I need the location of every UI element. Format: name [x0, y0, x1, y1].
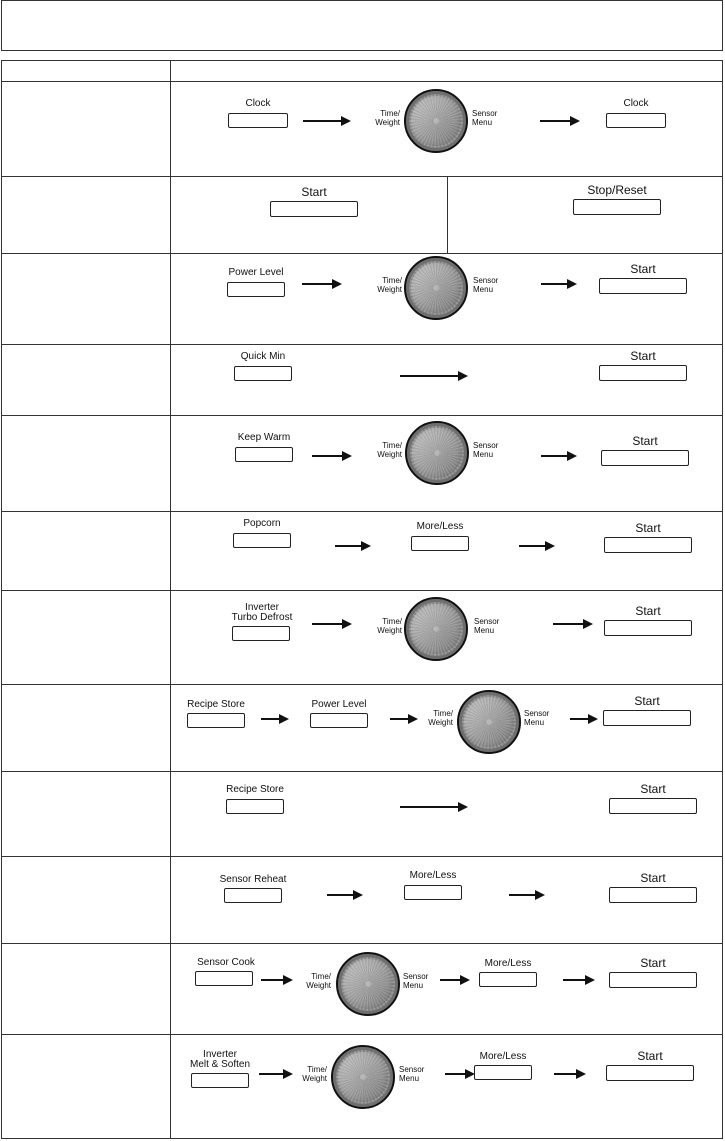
- arrow-icon: [553, 623, 585, 625]
- start-button[interactable]: [603, 710, 691, 726]
- start-button[interactable]: [609, 972, 697, 988]
- arrow-icon: [261, 979, 285, 981]
- arrow-icon: [390, 718, 410, 720]
- recipe-store-label: Recipe Store: [187, 699, 245, 710]
- arrow-icon: [303, 120, 343, 122]
- row-divider: [1, 176, 723, 177]
- time-weight-label: Time/ Weight: [375, 109, 400, 127]
- row-divider: [1, 590, 723, 591]
- clock-label: Clock: [623, 98, 649, 109]
- start-button[interactable]: [599, 365, 687, 381]
- start-button[interactable]: [606, 1065, 694, 1081]
- stop-reset-label: Stop/Reset: [587, 183, 647, 197]
- time-weight-label: Time/ Weight: [377, 617, 402, 635]
- quick-min-label: Quick Min: [240, 351, 286, 362]
- row-divider: [1, 253, 723, 254]
- sensor-menu-label: Sensor Menu: [472, 109, 498, 127]
- inverter-melt-soften-label: Inverter Melt & Soften: [189, 1049, 251, 1070]
- start-label: Start: [640, 956, 666, 970]
- row-divider: [1, 771, 723, 772]
- sensor-cook-button[interactable]: [195, 971, 253, 986]
- clock-button[interactable]: [228, 113, 288, 128]
- arrow-icon: [540, 120, 572, 122]
- recipe-store-button[interactable]: [187, 713, 245, 728]
- sensor-menu-label: Sensor Menu: [473, 441, 499, 459]
- start-label: Start: [634, 694, 660, 708]
- inverter-turbo-defrost-label: Inverter Turbo Defrost: [231, 602, 293, 623]
- arrow-icon: [554, 1073, 578, 1075]
- arrow-icon: [400, 375, 460, 377]
- sensor-menu-label: Sensor Menu: [403, 972, 429, 990]
- time-weight-dial-icon[interactable]: [404, 256, 468, 320]
- row-divider: [1, 1034, 723, 1035]
- popcorn-label: Popcorn: [243, 518, 281, 529]
- more-less-label: More/Less: [416, 521, 464, 532]
- arrow-icon: [302, 283, 334, 285]
- start-button[interactable]: [609, 887, 697, 903]
- time-weight-dial-icon[interactable]: [336, 952, 400, 1016]
- arrow-icon: [259, 1073, 285, 1075]
- keep-warm-button[interactable]: [235, 447, 293, 462]
- more-less-label: More/Less: [484, 958, 532, 969]
- start-label: Start: [640, 871, 666, 885]
- sensor-menu-label: Sensor Menu: [399, 1065, 425, 1083]
- sensor-reheat-button[interactable]: [224, 888, 282, 903]
- start-button[interactable]: [604, 620, 692, 636]
- keep-warm-label: Keep Warm: [237, 432, 291, 443]
- time-weight-dial-icon[interactable]: [331, 1045, 395, 1109]
- arrow-icon: [509, 894, 537, 896]
- start-label: Start: [635, 604, 661, 618]
- more-less-label: More/Less: [479, 1051, 527, 1062]
- more-less-button[interactable]: [474, 1065, 532, 1080]
- quick-min-button[interactable]: [234, 366, 292, 381]
- arrow-icon: [400, 806, 460, 808]
- inverter-turbo-defrost-button[interactable]: [232, 626, 290, 641]
- row-divider: [1, 511, 723, 512]
- sensor-menu-label: Sensor Menu: [524, 709, 550, 727]
- start-label: Start: [632, 434, 658, 448]
- time-weight-label: Time/ Weight: [377, 276, 402, 294]
- time-weight-label: Time/ Weight: [377, 441, 402, 459]
- row-divider: [1, 684, 723, 685]
- row-divider: [1, 856, 723, 857]
- start-label: Start: [630, 349, 656, 363]
- start-button[interactable]: [601, 450, 689, 466]
- start-button[interactable]: [270, 201, 358, 217]
- arrow-icon: [440, 979, 462, 981]
- sensor-menu-label: Sensor Menu: [474, 617, 500, 635]
- table-column-divider: [170, 60, 171, 1139]
- start-button[interactable]: [604, 537, 692, 553]
- time-weight-dial-icon[interactable]: [405, 421, 469, 485]
- time-weight-dial-icon[interactable]: [404, 597, 468, 661]
- arrow-icon: [445, 1073, 467, 1075]
- sensor-reheat-label: Sensor Reheat: [219, 874, 287, 885]
- more-less-label: More/Less: [409, 870, 457, 881]
- power-level-label: Power Level: [311, 699, 367, 710]
- arrow-icon: [541, 283, 569, 285]
- more-less-button[interactable]: [404, 885, 462, 900]
- power-level-label: Power Level: [228, 267, 284, 278]
- arrow-icon: [563, 979, 587, 981]
- stop-reset-button[interactable]: [573, 199, 661, 215]
- start-button[interactable]: [599, 278, 687, 294]
- clock-button[interactable]: [606, 113, 666, 128]
- arrow-icon: [541, 455, 569, 457]
- time-weight-label: Time/ Weight: [428, 709, 453, 727]
- arrow-icon: [312, 623, 344, 625]
- more-less-button[interactable]: [479, 972, 537, 987]
- start-label: Start: [637, 1049, 663, 1063]
- row-divider: [1, 943, 723, 944]
- recipe-store-button[interactable]: [226, 799, 284, 814]
- more-less-button[interactable]: [411, 536, 469, 551]
- arrow-icon: [261, 718, 281, 720]
- time-weight-dial-icon[interactable]: [404, 89, 468, 153]
- arrow-icon: [519, 545, 547, 547]
- header-box: [1, 0, 723, 51]
- cell-divider: [447, 176, 448, 253]
- arrow-icon: [335, 545, 363, 547]
- arrow-icon: [312, 455, 344, 457]
- start-button[interactable]: [609, 798, 697, 814]
- power-level-button[interactable]: [310, 713, 368, 728]
- arrow-icon: [570, 718, 590, 720]
- table-header-divider: [1, 81, 723, 82]
- sensor-cook-label: Sensor Cook: [197, 957, 255, 968]
- time-weight-dial-icon[interactable]: [457, 690, 521, 754]
- sensor-menu-label: Sensor Menu: [473, 276, 499, 294]
- popcorn-button[interactable]: [233, 533, 291, 548]
- row-divider: [1, 344, 723, 345]
- start-label: Start: [635, 521, 661, 535]
- arrow-icon: [327, 894, 355, 896]
- power-level-button[interactable]: [227, 282, 285, 297]
- inverter-melt-soften-button[interactable]: [191, 1073, 249, 1088]
- time-weight-label: Time/ Weight: [306, 972, 331, 990]
- start-label: Start: [301, 185, 327, 199]
- row-divider: [1, 415, 723, 416]
- time-weight-label: Time/ Weight: [302, 1065, 327, 1083]
- start-label: Start: [640, 782, 666, 796]
- clock-label: Clock: [245, 98, 271, 109]
- recipe-store-label: Recipe Store: [226, 784, 284, 795]
- start-label: Start: [630, 262, 656, 276]
